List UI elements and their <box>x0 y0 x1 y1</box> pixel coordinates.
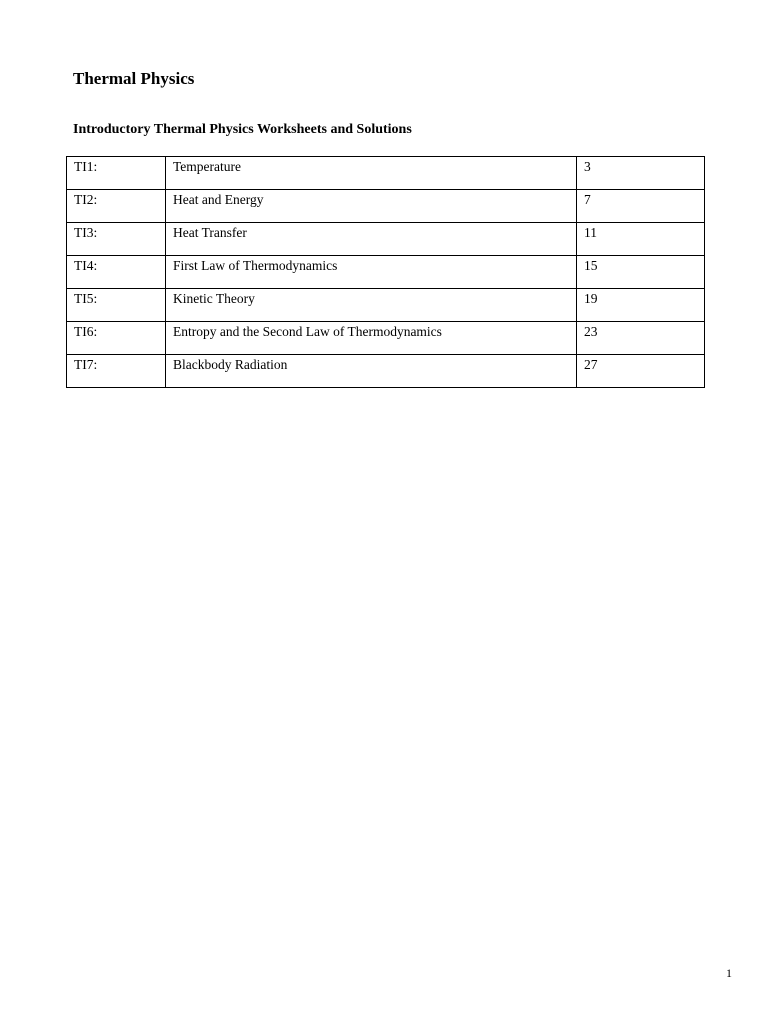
table-row <box>67 355 705 388</box>
table-row <box>67 223 705 256</box>
table-row <box>67 289 705 322</box>
worksheet-topic: Entropy and the Second Law of Thermodynamics <box>166 322 577 355</box>
worksheet-page: 11 <box>577 223 705 256</box>
worksheet-page: 23 <box>577 322 705 355</box>
worksheet-topic: Blackbody Radiation <box>166 355 577 388</box>
worksheet-page: 7 <box>577 190 705 223</box>
page-number: 1 <box>726 966 732 980</box>
worksheet-page: 27 <box>577 355 705 388</box>
worksheet-code: TI4: <box>67 256 166 289</box>
worksheet-topic: Kinetic Theory <box>166 289 577 322</box>
worksheet-code: TI7: <box>67 355 166 388</box>
table-row <box>67 256 705 289</box>
table-row <box>67 322 705 355</box>
worksheet-code: TI6: <box>67 322 166 355</box>
worksheet-topic: Heat and Energy <box>166 190 577 223</box>
worksheet-code: TI1: <box>67 157 166 190</box>
table-row <box>67 157 705 190</box>
document-subtitle: Introductory Thermal Physics Worksheets and Solutions <box>73 122 412 137</box>
table-of-contents <box>66 156 705 388</box>
worksheet-code: TI3: <box>67 223 166 256</box>
worksheet-topic: Temperature <box>166 157 577 190</box>
document-title: Thermal Physics <box>73 69 195 88</box>
table-row <box>67 190 705 223</box>
worksheet-topic: First Law of Thermodynamics <box>166 256 577 289</box>
worksheet-page: 19 <box>577 289 705 322</box>
worksheet-code: TI2: <box>67 190 166 223</box>
worksheet-page: 3 <box>577 157 705 190</box>
worksheet-page: 15 <box>577 256 705 289</box>
worksheet-topic: Heat Transfer <box>166 223 577 256</box>
worksheet-code: TI5: <box>67 289 166 322</box>
